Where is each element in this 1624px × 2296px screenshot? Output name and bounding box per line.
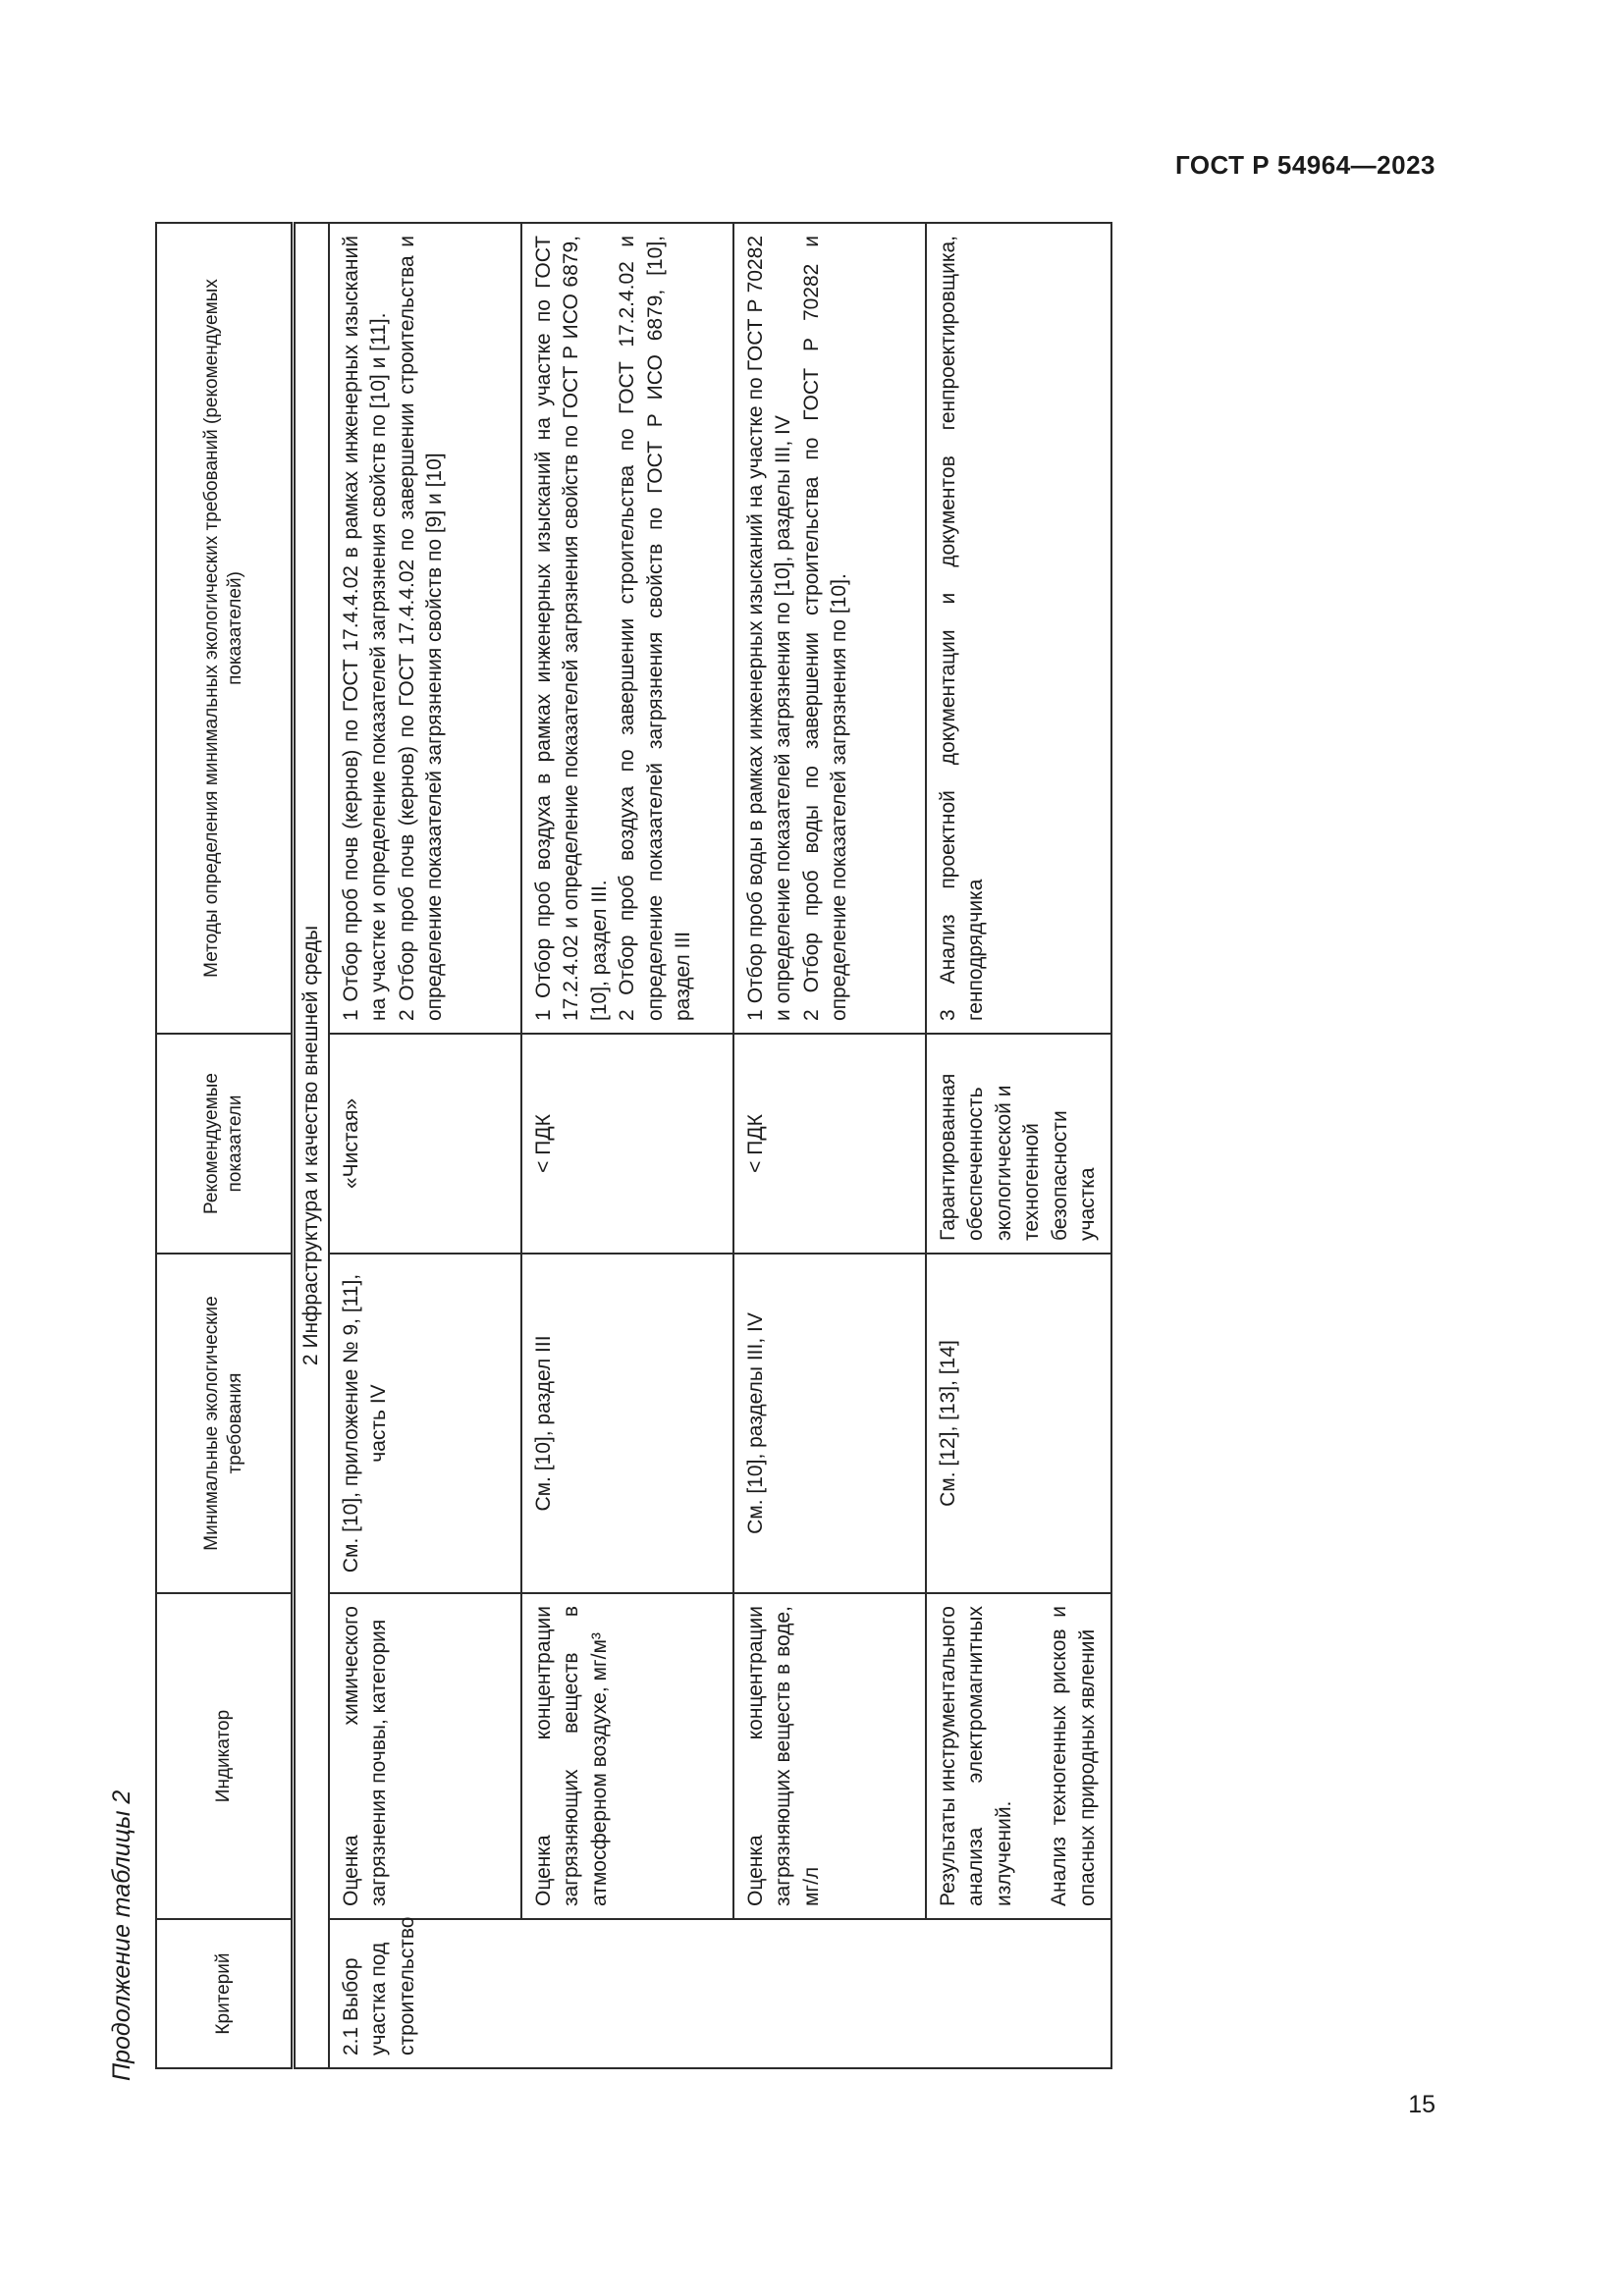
min-requirements-cell: См. [12], [13], [14] xyxy=(926,1254,1111,1593)
header-min-requirements: Минимальные экологические требования xyxy=(156,1254,294,1593)
header-methods: Методы определения минимальных экологических требований (рекомендуемых показателей) xyxy=(156,223,294,1034)
table-row xyxy=(521,223,733,2068)
methods-cell: 3 Анализ проектной документации и документов генпроектировщика, генподрядчика xyxy=(926,223,1111,1034)
section-title: 2 Инфраструктура и качество внешней среды xyxy=(294,223,329,2068)
standard-designation: ГОСТ Р 54964—2023 xyxy=(1174,150,1435,180)
indicator-text: Оценка концентрации загрязняющих веществ в атмосферном воздухе, мг/м³ xyxy=(531,1606,611,1906)
table-row xyxy=(733,223,926,2068)
recommended-cell: < ПДК xyxy=(521,1034,733,1254)
header-row xyxy=(156,223,294,2068)
header-indicator: Индикатор xyxy=(156,1593,294,1919)
methods-cell: 1 Отбор проб воздуха в рамках инженерных изысканий на участке по ГОСТ 17.2.4.02 и определение показателей загрязнения свойств по ГОСТ Р ИСО 6879, [10], раздел III. 2 Отбор проб воздуха по завершении строительства по ГОСТ 17.2.4.02 и определение показателей загрязнения свойств по ГОСТ Р ИСО 6879, [10], раздел III xyxy=(521,223,733,1034)
indicator-text: Результаты инструментального анализа электромагнитных излучений. xyxy=(936,1606,1015,1906)
rotated-table-area xyxy=(108,222,1100,2081)
criterion-cell: 2.1 Выбор участка под строительство xyxy=(329,1919,1111,2068)
recommended-cell: Гарантированная обеспеченность экологической и техногенной безопасности участка xyxy=(926,1034,1111,1254)
table-caption: Продолжение таблицы 2 xyxy=(108,1789,135,2081)
indicator-text-2: Анализ техногенных рисков и опасных природных явлений xyxy=(1048,1606,1099,1906)
table-row xyxy=(926,223,1111,2068)
min-requirements-cell: См. [10], приложение № 9, [11], часть IV xyxy=(329,1254,521,1593)
indicator-cell xyxy=(521,1593,733,1919)
section-row xyxy=(294,223,329,2068)
indicator-cell: Оценка концентрации загрязняющих веществ в воде, мг/л xyxy=(733,1593,926,1919)
table-row xyxy=(329,223,521,2068)
min-requirements-cell: См. [10], разделы III, IV xyxy=(733,1254,926,1593)
indicator-cell xyxy=(926,1593,1111,1919)
recommended-cell: «Чистая» xyxy=(329,1034,521,1254)
indicator-cell: Оценка химического загрязнения почвы, категория xyxy=(329,1593,521,1919)
header-criterion: Критерий xyxy=(156,1919,294,2068)
page-number: 15 xyxy=(1408,2091,1435,2118)
methods-cell: 1 Отбор проб почв (кернов) по ГОСТ 17.4.4.02 в рамках инженерных изысканий на участке и определение показателей загрязнения свойств по [10] и [11]. 2 Отбор проб почв (кернов) по ГОСТ 17.4.4.02 по завершении строительства и определение показателей загрязнения свойств по [9] и [10] xyxy=(329,223,521,1034)
header-recommended: Рекомендуемые показатели xyxy=(156,1034,294,1254)
min-requirements-cell: См. [10], раздел III xyxy=(521,1254,733,1593)
methods-cell: 1 Отбор проб воды в рамках инженерных изысканий на участке по ГОСТ Р 70282 и определение показателей загрязнения по [10], разделы III, IV 2 Отбор проб воды по завершении строительства по ГОСТ Р 70282 и определение показателей загрязнения по [10]. xyxy=(733,223,926,1034)
recommended-cell: < ПДК xyxy=(733,1034,926,1254)
requirements-table xyxy=(155,222,1112,2069)
